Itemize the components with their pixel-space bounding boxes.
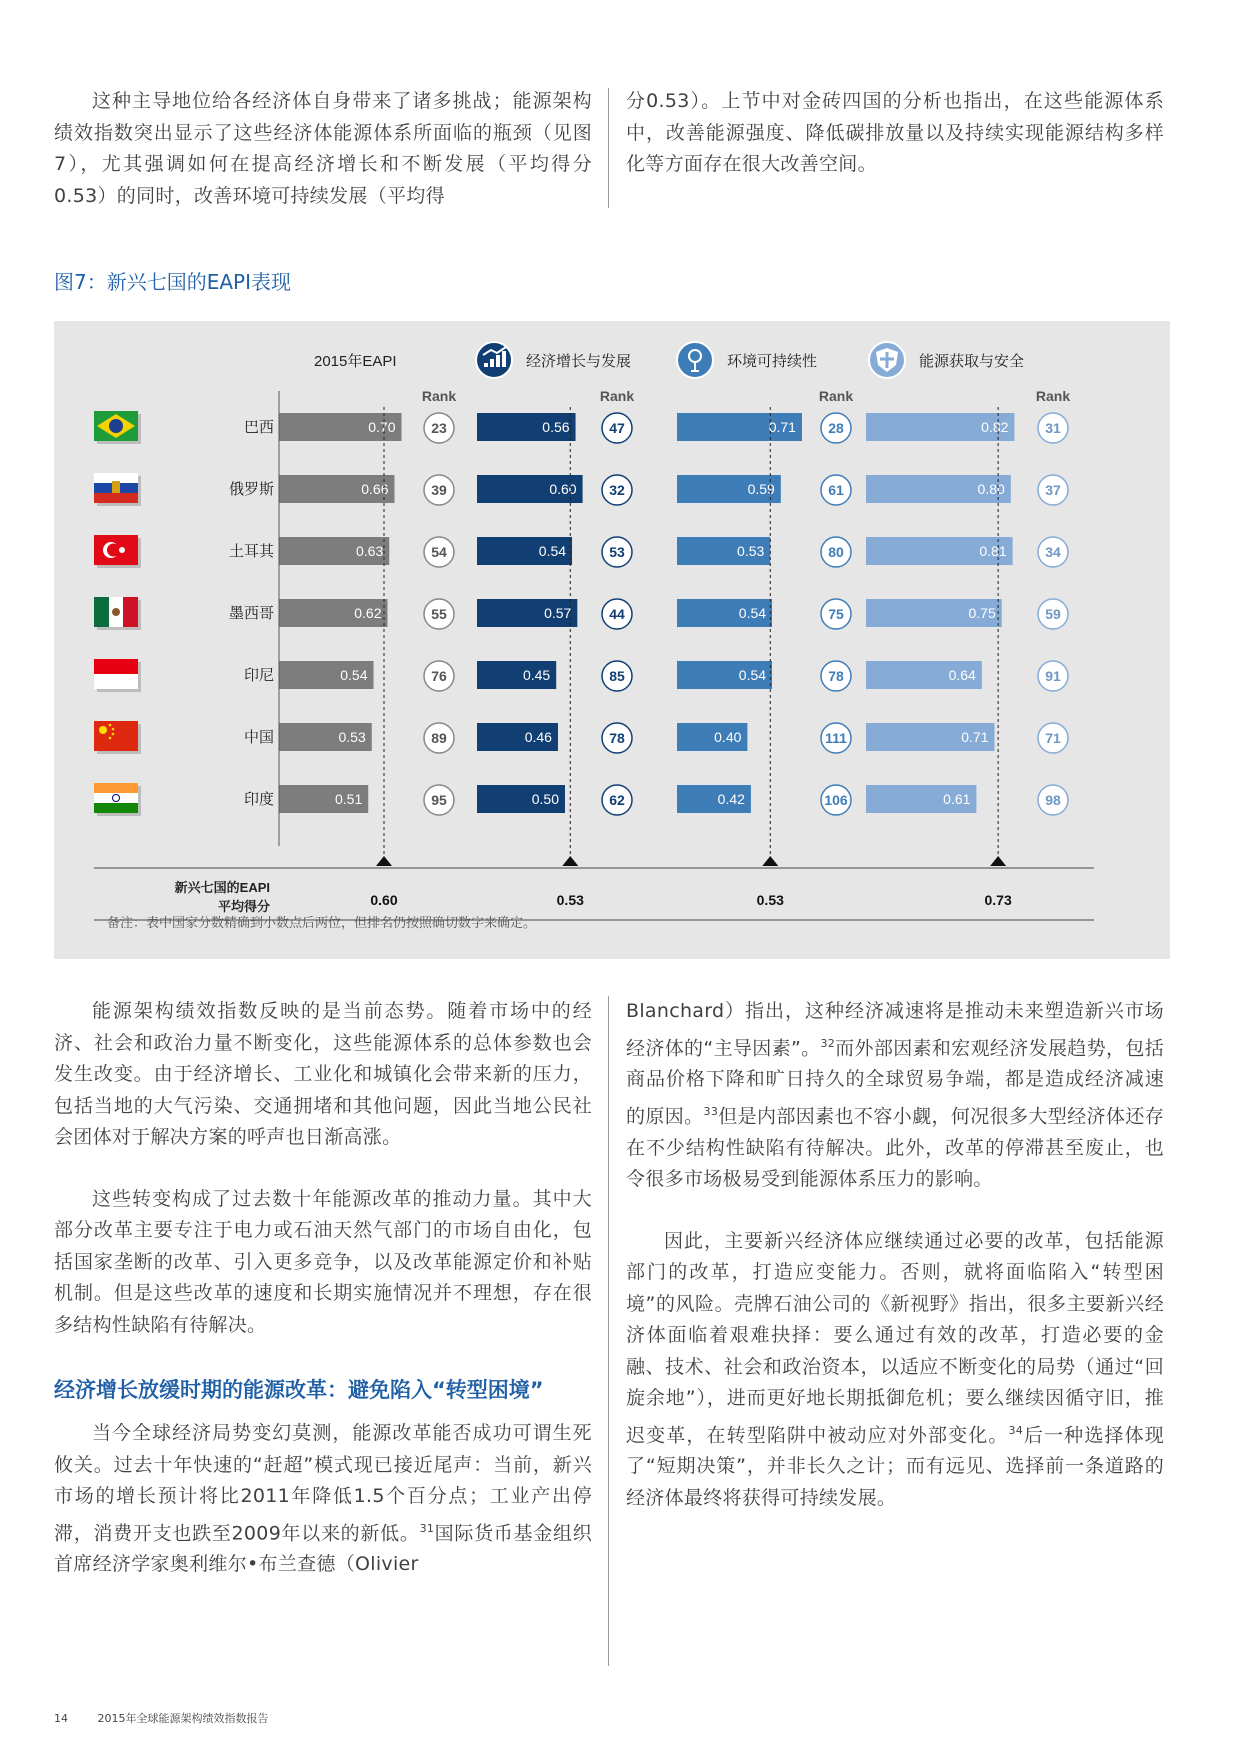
turkey-flag-crescent-inner	[107, 544, 120, 557]
rank-value: 78	[828, 668, 844, 684]
lower-left-column	[54, 996, 592, 1341]
header-economic-growth: 经济增长与发展	[526, 353, 632, 370]
bar-value-label: 0.60	[549, 481, 577, 497]
paragraph-blanchard	[626, 996, 1164, 1196]
growth-chart-icon-bar	[502, 351, 506, 367]
bar-value-label: 0.53	[737, 543, 765, 559]
mexico-flag-emblem	[112, 608, 120, 616]
bar-value-label: 0.81	[979, 543, 1007, 559]
footnote-31[interactable]: 31	[419, 1521, 435, 1535]
bar-value-label: 0.62	[354, 605, 382, 621]
chart-panel	[54, 321, 1170, 959]
rank-value: 31	[1045, 420, 1061, 436]
page-number: 14	[54, 1712, 68, 1725]
growth-chart-icon-bar	[484, 363, 488, 367]
lower-left-column-2	[54, 1418, 592, 1581]
paragraph-blanchard-text-a: Blanchard）指出，这种经济减速将是推动未来塑造新兴市场经济体的“主导因素”。	[626, 1000, 1164, 1059]
bar-value-label: 0.57	[544, 605, 572, 621]
header-eapi: 2015年EAPI	[314, 353, 397, 370]
indonesia-flag-white	[94, 674, 138, 689]
turkey-flag-star	[119, 547, 125, 553]
rank-value: 47	[609, 420, 625, 436]
column-divider-bottom	[608, 996, 609, 1666]
bar-value-label: 0.59	[747, 481, 775, 497]
china-flag-small-star	[109, 724, 112, 727]
rank-label-3: Rank	[1035, 388, 1071, 404]
china-flag-icon	[94, 721, 138, 751]
bar-value-label: 0.42	[717, 791, 745, 807]
header-environmental-sustainability: 环境可持续性	[727, 353, 818, 370]
eapi-chart	[54, 321, 1170, 959]
bar-value-label: 0.54	[738, 667, 767, 683]
china-flag-big-star	[99, 726, 107, 734]
bar-value-label: 0.56	[542, 419, 570, 435]
paragraph-transition-trap	[626, 1226, 1164, 1515]
top-right-paragraph	[626, 86, 1164, 181]
bar-value-label: 0.54	[340, 667, 368, 683]
rank-value: 85	[609, 668, 625, 684]
rank-value: 75	[828, 606, 844, 622]
rank-label-1: Rank	[599, 388, 635, 404]
average-label-line1: 新兴七国的EAPI	[174, 880, 270, 895]
footnote-32[interactable]: 32	[820, 1036, 836, 1050]
bar-value-label: 0.54	[538, 543, 567, 559]
top-left-text: 这种主导地位给各经济体自身带来了诸多挑战；能源架构绩效指数突出显示了这些经济体能源体系所面临的瓶颈（见图7），尤其强调如何在提高经济增长和不断发展（平均得分0.53）的同时，改善环境可持续发展（平均得	[54, 90, 592, 207]
bar-value-label: 0.64	[948, 667, 976, 683]
bar-value-label: 0.54	[738, 605, 767, 621]
average-marker	[990, 856, 1006, 866]
environment-plug-icon	[677, 342, 713, 378]
bar-value-label: 0.53	[338, 729, 366, 745]
bar-value-label: 0.46	[524, 729, 552, 745]
bar-value-label: 0.40	[714, 729, 742, 745]
report-title: 2015年全球能源架构绩效指数报告	[97, 1712, 269, 1725]
country-label: 土耳其	[228, 543, 274, 560]
rank-value: 55	[431, 606, 447, 622]
rank-value: 23	[431, 420, 447, 436]
country-label: 墨西哥	[228, 605, 274, 622]
china-flag-small-star	[112, 733, 115, 736]
rank-value: 61	[828, 482, 844, 498]
paragraph-blanchard-text-c: 但是内部因素也不容小觑，何况很多大型经济体还存在不少结构性缺陷有待解决。此外，改革的停滞甚至废止，也令很多市场极易受到能源体系压力的影响。	[626, 1105, 1165, 1191]
rank-value: 32	[609, 482, 625, 498]
rank-value: 71	[1045, 730, 1061, 746]
footnote-34[interactable]: 34	[1008, 1423, 1024, 1437]
rank-value: 59	[1045, 606, 1061, 622]
china-flag-small-star	[112, 728, 115, 731]
rank-label-0: Rank	[421, 388, 457, 404]
rank-value: 98	[1045, 792, 1061, 808]
bar-value-label: 0.63	[356, 543, 384, 559]
brazil-flag-globe	[109, 419, 123, 433]
paragraph-blanchard-text-b: 而外部因素和宏观经济发展趋势，包括商品价格下降和旷日持久的全球贸易争端，都是造成经济减速的原因。	[626, 1036, 1164, 1128]
rank-value: 39	[431, 482, 447, 498]
mexico-flag-red	[123, 597, 138, 627]
bar-value-label: 0.66	[361, 481, 389, 497]
india-flag-icon	[94, 783, 138, 793]
rank-value: 28	[828, 420, 844, 436]
rank-value: 54	[431, 544, 447, 560]
rank-value: 34	[1045, 544, 1061, 560]
average-value: 0.73	[984, 892, 1012, 908]
indonesia-flag-icon	[94, 659, 138, 674]
russia-flag-red	[94, 493, 138, 503]
rank-value: 111	[825, 730, 847, 746]
rank-value: 44	[609, 606, 625, 622]
rank-value: 80	[828, 544, 844, 560]
average-marker	[562, 856, 578, 866]
header-energy-access-security: 能源获取与安全	[919, 353, 1025, 370]
growth-chart-icon-bar	[496, 355, 500, 367]
bar-value-label: 0.61	[943, 791, 971, 807]
rank-value: 76	[431, 668, 447, 684]
rank-value: 62	[609, 792, 625, 808]
rank-value: 89	[431, 730, 447, 746]
footnote-33[interactable]: 33	[703, 1104, 719, 1118]
russia-flag-emblem	[112, 481, 120, 493]
top-left-paragraph	[54, 86, 592, 214]
column-divider-top	[608, 88, 609, 208]
country-label: 俄罗斯	[228, 481, 274, 498]
india-flag-green	[94, 803, 138, 813]
average-value: 0.60	[370, 892, 398, 908]
average-marker	[762, 856, 778, 866]
country-label: 中国	[243, 729, 274, 746]
paragraph-global-economy-text-a: 当今全球经济局势变幻莫测，能源改革能否成功可谓生死攸关。过去十年快速的“赶超”模式现已接近尾声：当前，新兴市场的增长预计将比2011年降低1.5个百分点；工业产出停滞，消费开支也跌至2009年以来的新低。	[54, 1422, 592, 1544]
average-marker	[376, 856, 392, 866]
bar-value-label: 0.50	[531, 791, 559, 807]
section-heading: 经济增长放缓时期的能源改革：避免陷入“转型困境”	[54, 1378, 544, 1402]
rank-value: 78	[609, 730, 625, 746]
country-label: 印度	[243, 791, 274, 808]
bar-value-label: 0.70	[368, 419, 396, 435]
country-label: 印尼	[243, 667, 274, 684]
average-value: 0.53	[756, 892, 784, 908]
rank-label-2: Rank	[818, 388, 854, 404]
bar-value-label: 0.71	[961, 729, 989, 745]
paragraph-current-state: 能源架构绩效指数反映的是当前态势。随着市场中的经济、社会和政治力量不断变化，这些能源体系的总体参数也会发生改变。由于经济增长、工业化和城镇化会带来新的压力，包括当地的大气污染、交通拥堵和其他问题，因此当地公民社会团体对于解决方案的呼声也日渐高涨。	[54, 1000, 592, 1148]
bar-value-label: 0.45	[522, 667, 551, 683]
average-label-line2: 平均得分	[217, 899, 270, 914]
bar-value-label: 0.51	[335, 791, 363, 807]
page-footer	[54, 1710, 295, 1726]
rank-value: 37	[1045, 482, 1061, 498]
rank-value: 53	[609, 544, 625, 560]
average-value: 0.53	[556, 892, 584, 908]
paragraph-transition-trap-text-b: 后一种选择体现了“短期决策”，并非长久之计；而有远见、选择前一条道路的经济体最终将获得可持续发展。	[626, 1423, 1165, 1509]
lower-right-column	[626, 996, 1164, 1514]
top-right-text: 分0.53）。上节中对金砖四国的分析也指出，在这些能源体系中，改善能源强度、降低碳排放量以及持续实现能源结构多样化等方面存在很大改善空间。	[626, 90, 1164, 175]
rank-value: 91	[1045, 668, 1061, 684]
rank-value: 95	[431, 792, 447, 808]
mexico-flag-icon	[94, 597, 109, 627]
growth-chart-icon-bar	[490, 359, 494, 367]
paragraph-transition-trap-text-a: 因此，主要新兴经济体应继续通过必要的改革，包括能源部门的改革，打造应变能力。否则，就将面临陷入“转型困境”的风险。壳牌石油公司的《新视野》指出，很多主要新兴经济体面临着艰难抉择：要么通过有效的改革，打造必要的金融、技术、社会和政治资本，以适应不断变化的局势（通过“回旋余地”），进而更好地长期抵御危机；要么继续因循守旧，推迟变革，在转型陷阱中被动应对外部变化。	[626, 1229, 1164, 1446]
bar-value-label: 0.80	[977, 481, 1005, 497]
paragraph-global-economy-text-b: 国际货币基金组织首席经济学家奥利维尔•布兰查德（Olivier	[54, 1521, 593, 1576]
paragraph-global-economy	[54, 1418, 592, 1581]
rank-value: 106	[824, 792, 848, 808]
china-flag-small-star	[109, 737, 112, 740]
chart-note: 备注：表中国家分数精确到小数点后两位，但排名仍按照确切数字来确定。	[107, 915, 537, 930]
bar-value-label: 0.75	[968, 605, 996, 621]
country-label: 巴西	[243, 419, 274, 436]
paragraph-reform-drivers: 这些转变构成了过去数十年能源改革的推动力量。其中大部分改革主要专注于电力或石油天然气部门的市场自由化，包括国家垄断的改革、引入更多竞争，以及改革能源定价和补贴机制。但是这些改革的速度和长期实施情况并不理想，存在很多结构性缺陷有待解决。	[54, 1187, 592, 1336]
figure-title: 图7：新兴七国的EAPI表现	[54, 270, 292, 294]
bar-value-label: 0.82	[981, 419, 1009, 435]
bar-value-label: 0.71	[768, 419, 796, 435]
